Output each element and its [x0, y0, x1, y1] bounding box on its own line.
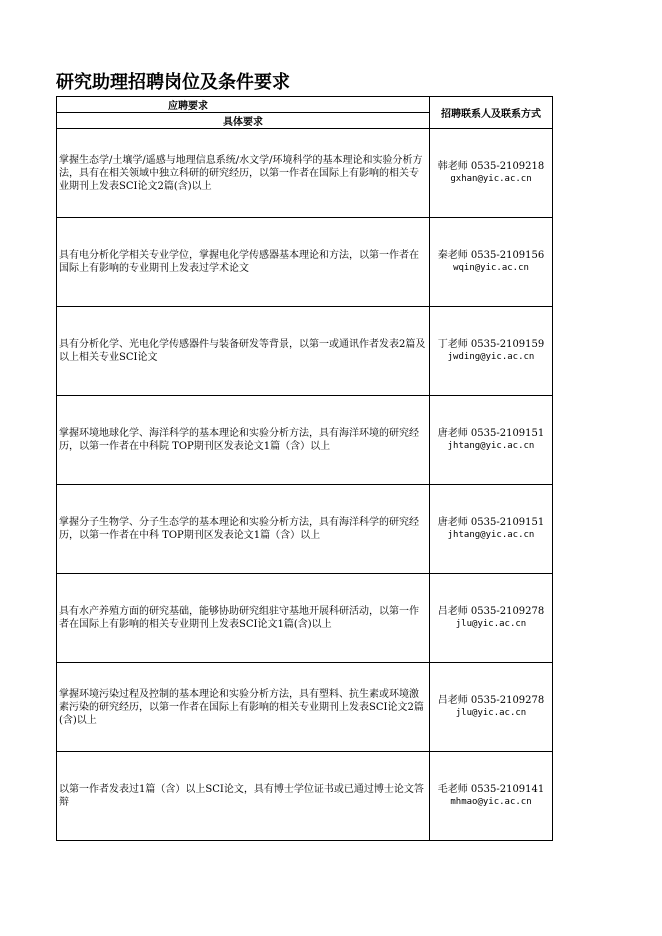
contact-name-phone: 吕老师 0535-2109278 [437, 606, 545, 617]
contact-cell [430, 129, 553, 218]
requirement-cell: 掌握环境污染过程及控制的基本理论和实验分析方法，具有塑料、抗生素或环境激素污染的研究经历，以第一作者在国际上有影响的相关专业期刊上发表SCI论文2篇(含)以上 [57, 663, 430, 752]
requirement-cell: 以第一作者发表过1篇（含）以上SCI论文，具有博士学位证书或已通过博士论文答辩 [57, 752, 430, 841]
contact-cell [430, 663, 553, 752]
requirement-cell: 掌握环境地球化学、海洋科学的基本理论和实验分析方法，具有海洋环境的研究经历，以第一作者在中科院 TOP期刊区发表论文1篇（含）以上 [57, 396, 430, 485]
contact-email: jhtang@yic.ac.cn [447, 441, 535, 451]
header-requirements-group [57, 97, 430, 113]
requirement-cell: 具有分析化学、光电化学传感器件与装备研发等背景，以第一或通讯作者发表2篇及以上相关专业SCI论文 [57, 307, 430, 396]
header-requirements-group-label: 应聘要求 [168, 101, 208, 112]
contact-email: mhmao@yic.ac.cn [450, 797, 532, 807]
contact-name-phone: 唐老师 0535-2109151 [437, 517, 545, 528]
requirement-cell: 掌握生态学/土壤学/遥感与地理信息系统/水文学/环境科学的基本理论和实验分析方法，具有在相关领域中独立科研的研究经历，以第一作者在国际上有影响的相关专业期刊上发表SCI论文2篇(含)以上 [57, 129, 430, 218]
header-row-1 [57, 97, 553, 113]
contact-name-phone: 韩老师 0535-2109218 [437, 161, 545, 172]
recruitment-table [56, 96, 553, 841]
contact-email: jhtang@yic.ac.cn [447, 530, 535, 540]
table-row [57, 396, 553, 485]
requirement-cell: 具有电分析化学相关专业学位，掌握电化学传感器基本理论和方法，以第一作者在国际上有影响的专业期刊上发表过学术论文 [57, 218, 430, 307]
contact-email: wqin@yic.ac.cn [453, 263, 529, 273]
contact-name-phone: 吕老师 0535-2109278 [437, 695, 545, 706]
table-row [57, 218, 553, 307]
table-row [57, 307, 553, 396]
page-title: 研究助理招聘岗位及条件要求 [56, 72, 290, 93]
contact-name-phone: 秦老师 0535-2109156 [437, 250, 545, 261]
table-row [57, 574, 553, 663]
table-row [57, 129, 553, 218]
table-row [57, 752, 553, 841]
contact-email: gxhan@yic.ac.cn [450, 174, 532, 184]
requirement-cell: 具有水产养殖方面的研究基础，能够协助研究组驻守基地开展科研活动，以第一作者在国际上有影响的相关专业期刊上发表SCI论文1篇(含)以上 [57, 574, 430, 663]
contact-cell [430, 396, 553, 485]
contact-cell [430, 307, 553, 396]
header-contact: 招聘联系人及联系方式 [430, 97, 553, 129]
contact-cell [430, 752, 553, 841]
contact-email: jlu@yic.ac.cn [455, 708, 527, 718]
contact-name-phone: 唐老师 0535-2109151 [437, 428, 545, 439]
contact-email: jwding@yic.ac.cn [447, 352, 535, 362]
contact-cell [430, 574, 553, 663]
requirement-cell: 掌握分子生物学、分子生态学的基本理论和实验分析方法，具有海洋科学的研究经历，以第一作者在中科 TOP期刊区发表论文1篇（含）以上 [57, 485, 430, 574]
contact-name-phone: 丁老师 0535-2109159 [437, 339, 545, 350]
contact-cell [430, 218, 553, 307]
contact-email: jlu@yic.ac.cn [455, 619, 527, 629]
header-specific-requirements: 具体要求 [57, 113, 430, 129]
contact-name-phone: 毛老师 0535-2109141 [437, 784, 545, 795]
table-row [57, 663, 553, 752]
contact-cell [430, 485, 553, 574]
table-row [57, 485, 553, 574]
